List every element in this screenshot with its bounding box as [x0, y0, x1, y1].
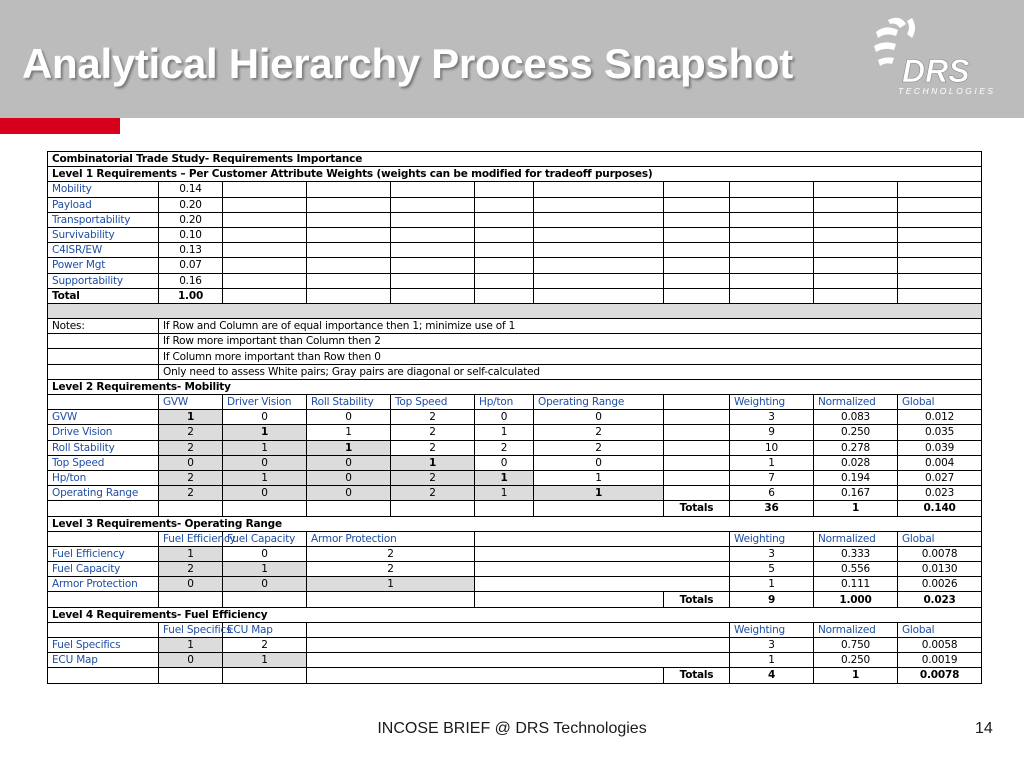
level3-heading-row [48, 516, 982, 531]
level1-row [48, 182, 982, 197]
cell: 2 [391, 470, 475, 485]
cell: 1 [475, 470, 534, 485]
weighting-header: Weighting [730, 622, 814, 637]
normalized-cell: 0.333 [814, 546, 898, 561]
cell: 1 [307, 440, 391, 455]
column-header: ECU Map [223, 622, 307, 637]
global-cell: 0.0078 [898, 546, 982, 561]
cell: 2 [159, 470, 223, 485]
normalized-header: Normalized [814, 395, 898, 410]
cell: 2 [159, 425, 223, 440]
weighting-cell: 3 [730, 638, 814, 653]
cell: 1 [159, 638, 223, 653]
cell: 0 [534, 410, 664, 425]
level1-label: Payload [48, 197, 159, 212]
cell: 0 [223, 486, 307, 501]
cell: 0 [307, 486, 391, 501]
row-label: Hp/ton [48, 470, 159, 485]
global-cell: 0.035 [898, 425, 982, 440]
cell: 0 [223, 546, 307, 561]
level3-row [48, 546, 982, 561]
notes-row [48, 349, 982, 364]
global-header: Global [898, 531, 982, 546]
weighting-cell: 3 [730, 546, 814, 561]
totals-normalized: 1 [814, 501, 898, 516]
weighting-cell: 3 [730, 410, 814, 425]
cell: 1 [534, 486, 664, 501]
cell: 2 [391, 486, 475, 501]
level3-row [48, 577, 982, 592]
level2-row [48, 410, 982, 425]
level1-label: Mobility [48, 182, 159, 197]
level1-label: Supportability [48, 273, 159, 288]
level1-weight: 0.20 [159, 197, 223, 212]
level4-row [48, 653, 982, 668]
weighting-cell: 1 [730, 653, 814, 668]
level3-row [48, 562, 982, 577]
weighting-cell: 6 [730, 486, 814, 501]
global-cell: 0.039 [898, 440, 982, 455]
slide-footer: INCOSE BRIEF @ DRS Technologies [377, 720, 647, 737]
cell: 1 [223, 470, 307, 485]
level1-label: Power Mgt [48, 258, 159, 273]
totals-global: 0.0078 [898, 668, 982, 683]
slide-title: Analytical Hierarchy Process Snapshot [22, 40, 793, 87]
totals-weighting: 4 [730, 668, 814, 683]
level1-row [48, 227, 982, 242]
cell: 1 [223, 562, 307, 577]
cell: 0 [159, 577, 223, 592]
column-header: Driver Vision [223, 395, 307, 410]
level1-label: C4ISR/EW [48, 243, 159, 258]
notes-row [48, 364, 982, 379]
table-title-row [48, 152, 982, 167]
cell: 0 [307, 455, 391, 470]
cell: 2 [307, 546, 475, 561]
totals-global: 0.023 [898, 592, 982, 607]
level1-total-row [48, 288, 982, 303]
row-label: Roll Stability [48, 440, 159, 455]
separator [48, 303, 982, 318]
notes-row [48, 319, 982, 334]
level1-row [48, 197, 982, 212]
level1-weight: 0.10 [159, 227, 223, 242]
column-header: GVW [159, 395, 223, 410]
totals-global: 0.140 [898, 501, 982, 516]
totals-label: Totals [664, 501, 730, 516]
global-cell: 0.012 [898, 410, 982, 425]
ahp-table [47, 151, 982, 684]
table-title: Combinatorial Trade Study- Requirements Importance [48, 152, 982, 167]
weighting-cell: 1 [730, 455, 814, 470]
column-header: Hp/ton [475, 395, 534, 410]
level4-heading-row [48, 607, 982, 622]
cell: 0 [159, 455, 223, 470]
level1-weight: 0.07 [159, 258, 223, 273]
row-label: GVW [48, 410, 159, 425]
level1-heading-row [48, 167, 982, 182]
weighting-cell: 5 [730, 562, 814, 577]
level1-row [48, 258, 982, 273]
level2-totals-row [48, 501, 982, 516]
level4-totals-row [48, 668, 982, 683]
level1-row [48, 212, 982, 227]
row-label: Drive Vision [48, 425, 159, 440]
note-line: If Row and Column are of equal importance then 1; minimize use of 1 [159, 319, 982, 334]
totals-weighting: 36 [730, 501, 814, 516]
normalized-cell: 0.250 [814, 653, 898, 668]
svg-text:DRS: DRS [902, 53, 970, 89]
level4-heading: Level 4 Requirements- Fuel Efficiency [48, 607, 982, 622]
level2-row [48, 425, 982, 440]
cell: 1 [223, 425, 307, 440]
note-line: If Row more important than Column then 2 [159, 334, 982, 349]
row-label: Top Speed [48, 455, 159, 470]
level2-row [48, 486, 982, 501]
cell: 0 [307, 410, 391, 425]
normalized-header: Normalized [814, 531, 898, 546]
cell: 0 [534, 455, 664, 470]
totals-label: Totals [664, 668, 730, 683]
level4-header-row [48, 622, 982, 637]
level2-heading-row [48, 379, 982, 394]
global-cell: 0.023 [898, 486, 982, 501]
cell: 1 [159, 410, 223, 425]
level3-totals-row [48, 592, 982, 607]
global-header: Global [898, 622, 982, 637]
level1-total-value: 1.00 [159, 288, 223, 303]
global-cell: 0.0058 [898, 638, 982, 653]
totals-normalized: 1.000 [814, 592, 898, 607]
weighting-cell: 7 [730, 470, 814, 485]
global-cell: 0.004 [898, 455, 982, 470]
level2-row [48, 470, 982, 485]
global-cell: 0.0026 [898, 577, 982, 592]
level2-row [48, 455, 982, 470]
level3-header-row [48, 531, 982, 546]
level3-heading: Level 3 Requirements- Operating Range [48, 516, 982, 531]
cell: 2 [534, 440, 664, 455]
normalized-cell: 0.083 [814, 410, 898, 425]
weighting-header: Weighting [730, 531, 814, 546]
level1-weight: 0.16 [159, 273, 223, 288]
column-header: Operating Range [534, 395, 664, 410]
accent-bar [0, 118, 120, 134]
cell: 2 [307, 562, 475, 577]
separator-row [48, 303, 982, 318]
cell: 2 [223, 638, 307, 653]
normalized-cell: 0.750 [814, 638, 898, 653]
normalized-cell: 0.111 [814, 577, 898, 592]
cell: 1 [307, 577, 475, 592]
column-header: Roll Stability [307, 395, 391, 410]
cell: 2 [159, 486, 223, 501]
row-label: Armor Protection [48, 577, 159, 592]
normalized-cell: 0.167 [814, 486, 898, 501]
global-cell: 0.0019 [898, 653, 982, 668]
column-header: Fuel Capacity [223, 531, 307, 546]
level1-weight: 0.20 [159, 212, 223, 227]
cell: 0 [223, 455, 307, 470]
cell: 0 [223, 577, 307, 592]
totals-normalized: 1 [814, 668, 898, 683]
row-label: Operating Range [48, 486, 159, 501]
normalized-cell: 0.028 [814, 455, 898, 470]
weighting-cell: 10 [730, 440, 814, 455]
normalized-cell: 0.556 [814, 562, 898, 577]
cell: 0 [475, 410, 534, 425]
cell: 2 [159, 562, 223, 577]
cell: 1 [223, 440, 307, 455]
weighting-header: Weighting [730, 395, 814, 410]
level4-row [48, 638, 982, 653]
column-header: Top Speed [391, 395, 475, 410]
global-header: Global [898, 395, 982, 410]
cell: 1 [307, 425, 391, 440]
totals-weighting: 9 [730, 592, 814, 607]
level1-label: Transportability [48, 212, 159, 227]
level2-heading: Level 2 Requirements- Mobility [48, 379, 982, 394]
weighting-cell: 9 [730, 425, 814, 440]
level1-row [48, 243, 982, 258]
row-label: Fuel Efficiency [48, 546, 159, 561]
level2-row [48, 440, 982, 455]
weighting-cell: 1 [730, 577, 814, 592]
cell: 1 [391, 455, 475, 470]
level1-weight: 0.14 [159, 182, 223, 197]
notes-label: Notes: [48, 319, 159, 334]
note-line: Only need to assess White pairs; Gray pairs are diagonal or self-calculated [159, 364, 982, 379]
cell: 2 [534, 425, 664, 440]
cell: 1 [223, 653, 307, 668]
cell: 0 [159, 653, 223, 668]
note-line: If Column more important than Row then 0 [159, 349, 982, 364]
level1-label: Survivability [48, 227, 159, 242]
cell: 2 [475, 440, 534, 455]
cell: 0 [475, 455, 534, 470]
cell: 0 [223, 410, 307, 425]
cell: 1 [475, 425, 534, 440]
cell: 1 [534, 470, 664, 485]
normalized-cell: 0.250 [814, 425, 898, 440]
level1-weight: 0.13 [159, 243, 223, 258]
column-header: Armor Protection [307, 531, 475, 546]
row-label: ECU Map [48, 653, 159, 668]
normalized-cell: 0.278 [814, 440, 898, 455]
row-label: Fuel Specifics [48, 638, 159, 653]
normalized-cell: 0.194 [814, 470, 898, 485]
row-label: Fuel Capacity [48, 562, 159, 577]
totals-label: Totals [664, 592, 730, 607]
cell: 1 [475, 486, 534, 501]
column-header: Fuel Specifics [159, 622, 223, 637]
level1-total-label: Total [48, 288, 159, 303]
cell: 2 [391, 410, 475, 425]
cell: 1 [159, 546, 223, 561]
cell: 0 [307, 470, 391, 485]
column-header: Fuel Efficiency [159, 531, 223, 546]
svg-text:TECHNOLOGIES: TECHNOLOGIES [898, 86, 996, 96]
level1-heading: Level 1 Requirements – Per Customer Attribute Weights (weights can be modified for tradeoff purposes) [48, 167, 982, 182]
level1-row [48, 273, 982, 288]
global-cell: 0.027 [898, 470, 982, 485]
normalized-header: Normalized [814, 622, 898, 637]
page-number: 14 [975, 720, 993, 737]
drs-logo [866, 12, 1006, 98]
drs-logo-icon [866, 12, 1006, 98]
level2-header-row [48, 395, 982, 410]
cell: 2 [391, 425, 475, 440]
cell: 2 [159, 440, 223, 455]
cell: 2 [391, 440, 475, 455]
notes-row [48, 334, 982, 349]
global-cell: 0.0130 [898, 562, 982, 577]
